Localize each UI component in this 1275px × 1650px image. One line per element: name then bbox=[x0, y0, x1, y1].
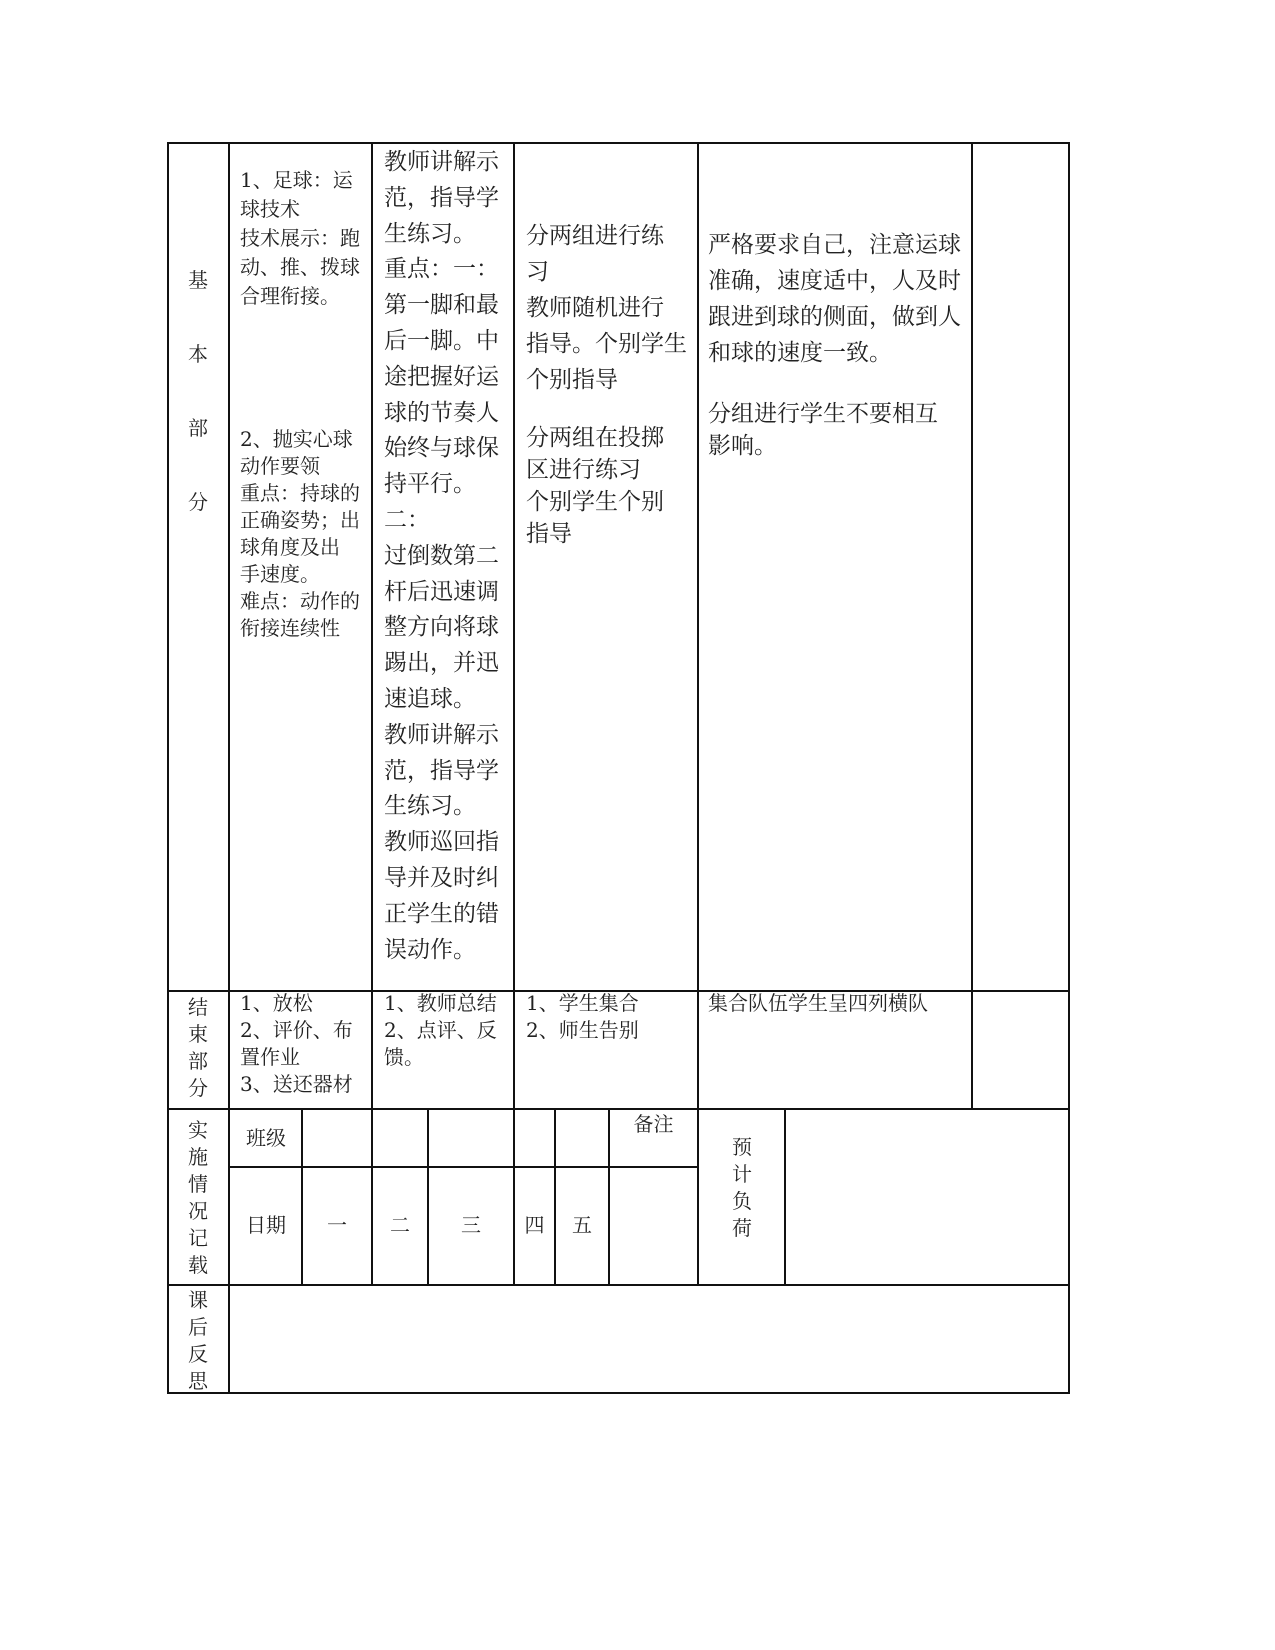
col-divider-1 bbox=[228, 142, 230, 1394]
basic-teacher-activity: 教师讲解示 范，指导学 生练习。 重点：一： 第一脚和最 后一脚。中 途把握好运 球的节奏人 始终与球保 持平行。二： 过倒数第二 杆后迅速调 整方向将球 踢出，并迅 速追球。 教师讲解示 范，指导学 生练习。 教师巡回指 导并及时纠 正学生的错 误动作。 bbox=[384, 149, 499, 963]
col-divider-3 bbox=[513, 142, 515, 1286]
table-border-bottom bbox=[167, 1392, 1070, 1394]
basic-content-football: 1、足球：运 球技术 技术展示：跑 动、推、拨球 合理衔接。 bbox=[240, 168, 360, 308]
basic-content-shot-put: 2、抛实心球 动作要领 重点：持球的 正确姿势；出 球角度及出 手速度。 难点：动作的 衔接连续性 bbox=[240, 427, 360, 640]
record-divider-c bbox=[554, 1108, 556, 1286]
reflection-section-label: 课 后 反 思 bbox=[188, 1288, 208, 1393]
record-divider-e bbox=[784, 1108, 786, 1286]
ending-student-activity: 1、学生集合 2、师生告别 bbox=[526, 991, 639, 1042]
basic-requirement-2: 分组进行学生不要相互 影响。 bbox=[708, 401, 938, 459]
basic-requirement-1: 严格要求自己，注意运球 准确，速度适中，人及时 跟进到球的侧面，做到人 和球的速度一致。 bbox=[708, 232, 961, 366]
note-label: 备注 bbox=[633, 1112, 674, 1136]
table-border-right bbox=[1068, 142, 1070, 1394]
basic-student-activity-1: 分两组进行练 习 教师随机进行 指导。个别学生 个别指导 bbox=[526, 223, 687, 393]
day-monday: 一 bbox=[327, 1213, 347, 1237]
ending-section-label: 结 束 部 分 bbox=[188, 995, 208, 1100]
day-thursday: 四 bbox=[524, 1213, 545, 1237]
expected-load-label: 预 计 负 荷 bbox=[732, 1135, 752, 1240]
col-divider-5 bbox=[971, 142, 973, 1110]
col-divider-2 bbox=[371, 142, 373, 1286]
ending-requirement: 集合队伍学生呈四列横队 bbox=[708, 991, 928, 1015]
table-border-top bbox=[167, 142, 1070, 144]
class-label: 班级 bbox=[246, 1126, 286, 1150]
col-divider-4 bbox=[697, 142, 699, 1286]
record-divider-a bbox=[301, 1108, 303, 1286]
day-friday: 五 bbox=[572, 1213, 592, 1237]
record-divider-b bbox=[427, 1108, 429, 1286]
row-divider-class-date bbox=[229, 1166, 698, 1168]
ending-teacher-activity: 1、教师总结 2、点评、反 馈。 bbox=[384, 991, 497, 1069]
ending-content: 1、放松 2、评价、布 置作业 3、送还器材 bbox=[240, 991, 353, 1096]
day-tuesday: 二 bbox=[390, 1213, 410, 1237]
basic-section-label: 基 本 部 分 bbox=[188, 268, 208, 514]
record-section-label: 实 施 情 况 记 载 bbox=[188, 1118, 208, 1277]
basic-student-activity-2: 分两组在投掷 区进行练习 个别学生个别 指导 bbox=[526, 425, 664, 547]
date-label: 日期 bbox=[246, 1213, 286, 1237]
table-border-left bbox=[167, 142, 169, 1394]
day-wednesday: 三 bbox=[461, 1213, 481, 1237]
